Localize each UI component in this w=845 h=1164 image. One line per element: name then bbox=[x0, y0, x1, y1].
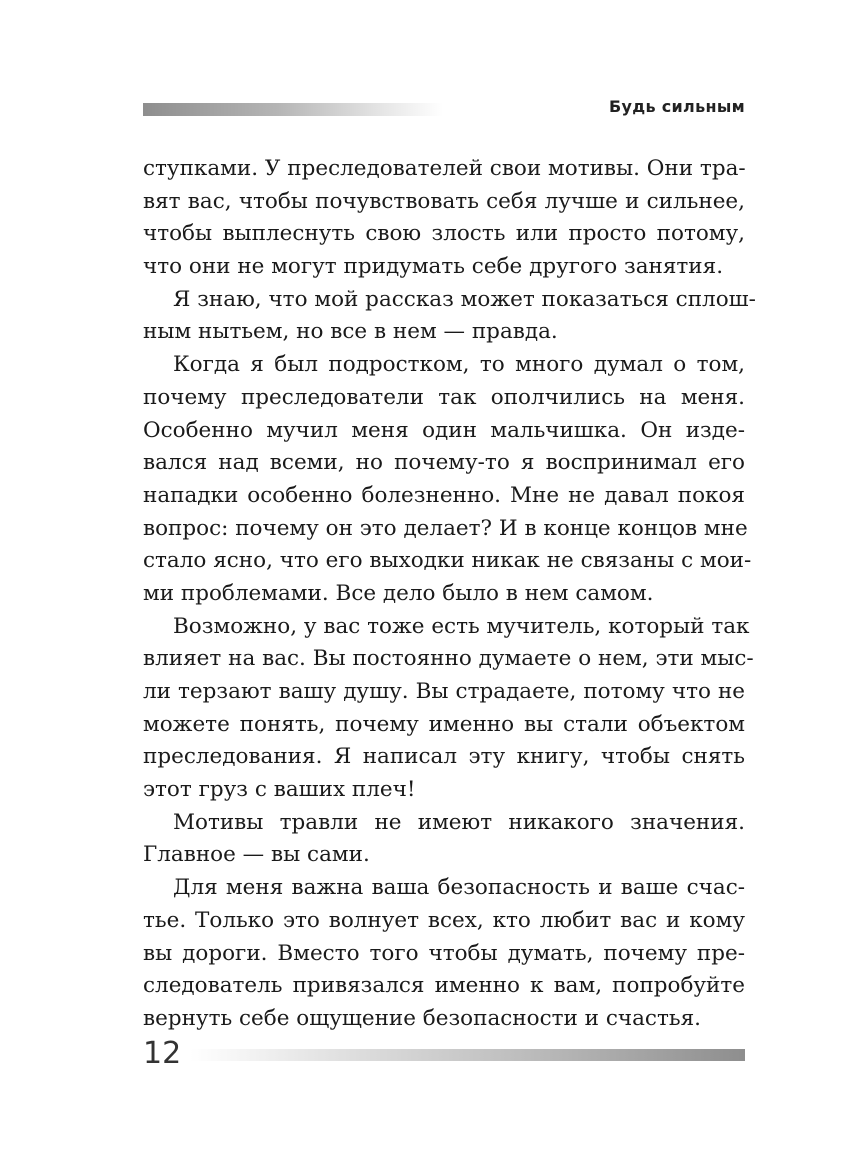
text-line: Особенно мучил меня один мальчишка. Он изде- bbox=[143, 417, 745, 443]
text-line: можете понять, почему именно вы стали объектом bbox=[143, 711, 745, 737]
page-number: 12 bbox=[143, 1036, 182, 1071]
text-line: ступками. У преследователей свои мотивы. Они тра- bbox=[143, 156, 746, 181]
text-line: ми проблемами. Все дело было в нем самом. bbox=[143, 580, 654, 606]
text-line: нападки особенно болезненно. Мне не давал покоя bbox=[143, 482, 745, 508]
text-line: Для меня важна ваша безопасность и ваше счас- bbox=[173, 875, 745, 901]
footer-decorative-bar bbox=[190, 1049, 745, 1061]
running-title: Будь сильным bbox=[609, 97, 745, 116]
body-text bbox=[143, 153, 756, 1036]
header-decorative-bar bbox=[143, 103, 443, 116]
text-line: вался над всеми, но почему-то я воспринимал его bbox=[143, 450, 745, 476]
text-line: тье. Только это волнует всех, кто любит вас и кому bbox=[143, 907, 745, 933]
text-line: ли терзают вашу душу. Вы страдаете, потому что не bbox=[143, 679, 745, 704]
text-line: влияет на вас. Вы постоянно думаете о нем, эти мыс- bbox=[143, 646, 754, 672]
text-line: вы дороги. Вместо того чтобы думать, почему пре- bbox=[143, 940, 745, 966]
text-line: ным нытьем, но все в нем — правда. bbox=[143, 319, 558, 345]
text-line: Возможно, у вас тоже есть мучитель, который так bbox=[173, 613, 750, 639]
text-line: чтобы выплеснуть свою злость или просто потому, bbox=[143, 221, 745, 247]
text-line: вопрос: почему он это делает? И в конце концов мне bbox=[143, 515, 748, 541]
text-line: Я знаю, что мой рассказ может показаться сплош- bbox=[173, 286, 756, 312]
text-line: стало ясно, что его выходки никак не связаны с мои- bbox=[143, 548, 752, 574]
text-line: следователь привязался именно к вам, попробуйте bbox=[143, 973, 745, 999]
text-line: вернуть себе ощущение безопасности и счастья. bbox=[143, 1005, 701, 1031]
text-line: Мотивы травли не имеют никакого значения. bbox=[173, 809, 745, 835]
text-line: Когда я был подростком, то много думал о том, bbox=[173, 352, 745, 378]
text-line: что они не могут придумать себе другого занятия. bbox=[143, 254, 724, 280]
text-line: этот груз с ваших плеч! bbox=[143, 777, 416, 803]
text-line: Главное — вы сами. bbox=[143, 842, 370, 868]
text-line: вят вас, чтобы почувствовать себя лучше и сильнее, bbox=[143, 188, 745, 214]
text-line: почему преследователи так ополчились на меня. bbox=[143, 384, 745, 410]
text-line: преследования. Я написал эту книгу, чтобы снять bbox=[143, 744, 745, 770]
